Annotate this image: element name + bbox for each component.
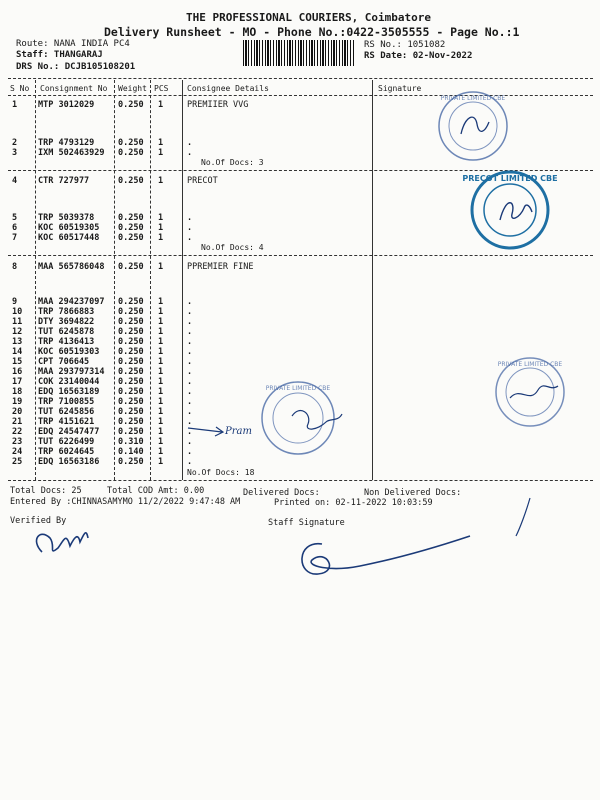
- delivered-docs: Delivered Docs:: [243, 488, 320, 498]
- total-cod: Total COD Amt: 0.00: [107, 486, 205, 496]
- stamp-3-text: PRIVATE LIMITED CBE: [497, 361, 563, 368]
- rs-number: RS No.: 1051082: [364, 40, 446, 50]
- company-title: THE PROFESSIONAL COURIERS, Coimbatore: [186, 11, 432, 24]
- consignee-name: PPREMIER FINE: [187, 262, 254, 272]
- docs-count: No.Of Docs: 3: [201, 158, 264, 167]
- staff-signature-label: Staff Signature: [268, 518, 345, 528]
- company-stamp-1: [439, 92, 507, 160]
- col-consignee: Consignee Details: [187, 84, 269, 93]
- entered-by: Entered By :CHINNASAMYMO 11/2/2022 9:47:48 AM: [10, 497, 241, 507]
- stamp-2-text: PRECOT LIMITED CBE: [462, 174, 558, 183]
- col-signature: Signature: [378, 84, 422, 93]
- staff-signature: [302, 536, 470, 574]
- verified-by: Verified By: [10, 516, 67, 526]
- pen-stroke: [516, 498, 530, 536]
- handwritten-note: [188, 426, 252, 437]
- col-sno: S No: [10, 84, 30, 93]
- consignee-name: PREMIIER VVG: [187, 100, 249, 110]
- total-docs: Total Docs: 25: [10, 486, 82, 496]
- runsheet-title: Delivery Runsheet - MO - Phone No.:0422-3505555 - Page No.:1: [104, 25, 520, 39]
- verified-signature: [37, 533, 88, 552]
- stamp-1-text: PRIVATE LIMITED CBE: [440, 95, 506, 102]
- rs-date: RS Date: 02-Nov-2022: [364, 51, 473, 61]
- non-delivered-docs: Non Delivered Docs:: [364, 488, 462, 498]
- printed-on: Printed on: 02-11-2022 10:03:59: [274, 498, 433, 508]
- handwritten-note-text: Pram: [225, 426, 252, 437]
- company-stamp-4: [262, 382, 342, 454]
- consignee-name: PRECOT: [187, 176, 218, 186]
- company-stamp-2: [462, 172, 557, 248]
- route-label: Route: NANA INDIA PC4: [16, 39, 130, 49]
- col-weight: Weight: [118, 84, 147, 93]
- company-stamp-3: [496, 358, 564, 426]
- staff-label: Staff: THANGARAJ: [16, 50, 103, 60]
- col-consignment: Consignment No: [40, 84, 108, 93]
- col-pcs: PCS: [154, 84, 169, 93]
- docs-count: No.Of Docs: 4: [201, 243, 264, 252]
- docs-count: No.Of Docs: 18: [187, 468, 255, 477]
- drs-number: DRS No.: DCJB105108201: [16, 62, 136, 72]
- stamp-4-text: PRIVATE LIMITED CBE: [265, 385, 331, 392]
